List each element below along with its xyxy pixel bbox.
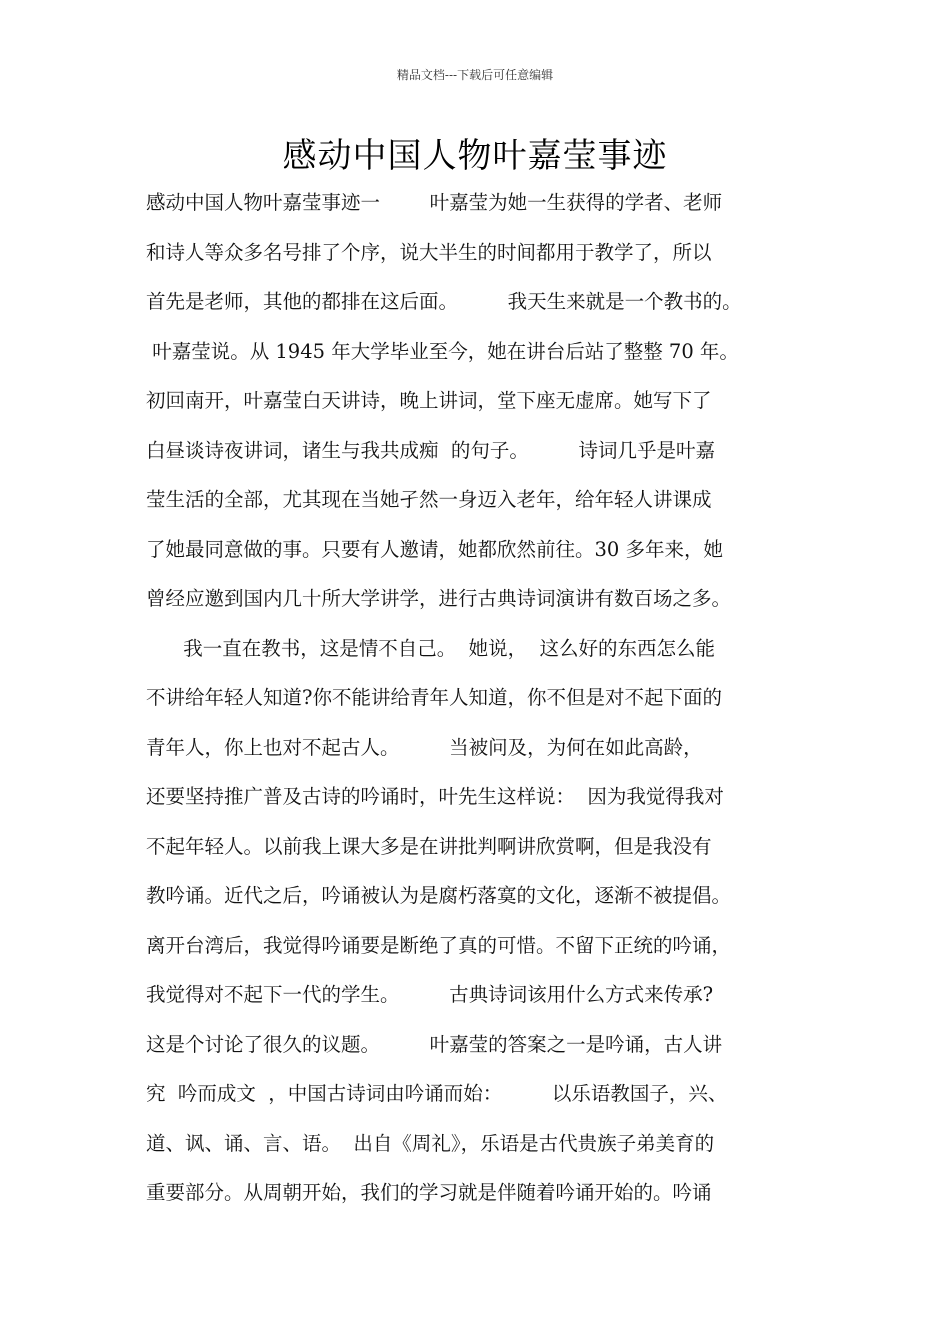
- body-line: 了她最同意做的事。只要有人邀请，她都欣然前往。30 多年来，她: [146, 537, 724, 561]
- body-line: 不讲给年轻人知道?你不能讲给青年人知道，你不但是对不起下面的: [146, 686, 722, 709]
- body-line: 教吟诵。近代之后，吟诵被认为是腐朽落寞的文化，逐渐不被提倡。: [146, 884, 732, 907]
- body-line: 曾经应邀到国内几十所大学讲学，进行古典诗词演讲有数百场之多。: [146, 587, 732, 610]
- body-line: 不起年轻人。以前我上课大多是在讲批判啊讲欣赏啊，但是我没有: [146, 834, 712, 858]
- page-header: 精品文档---下载后可任意编辑: [396, 68, 554, 82]
- body-line: 重要部分。从周朝开始，我们的学习就是伴随着吟诵开始的。吟诵: [146, 1181, 712, 1204]
- body-line: 离开台湾后，我觉得吟诵要是断绝了真的可惜。不留下正统的吟诵，: [146, 933, 732, 957]
- body-line: 究 吟而成文 ，中国古诗词由吟诵而始： 以乐语教国子，兴、: [146, 1082, 728, 1105]
- body-line: 还要坚持推广普及古诗的吟诵时，叶先生这样说： 因为我觉得我对: [146, 785, 724, 808]
- body-line: 白昼谈诗夜讲词，诸生与我共成痴 的句子。 诗词几乎是叶嘉: [146, 438, 715, 462]
- document-body: [146, 178, 826, 1218]
- body-line: 我一直在教书，这是情不自己。 她说， 这么好的东西怎么能: [146, 636, 715, 660]
- body-line: 这是个讨论了很久的议题。 叶嘉莹的答案之一是吟诵，古人讲: [146, 1032, 723, 1056]
- body-line: 青年人，你上也对不起古人。 当被问及，为何在如此高龄，: [146, 735, 703, 759]
- body-line: 道、讽、诵、言、语。 出自《周礼》，乐语是古代贵族子弟美育的: [146, 1131, 715, 1155]
- body-line: 初回南开，叶嘉莹白天讲诗，晚上讲词，堂下座无虚席。她写下了: [146, 389, 712, 412]
- body-line: 我觉得对不起下一代的学生。 古典诗词该用什么方式来传承?: [146, 983, 714, 1006]
- document-title: 感动中国人物叶嘉莹事迹: [282, 136, 668, 176]
- body-line: 首先是老师，其他的都排在这后面。 我天生来就是一个教书的。: [146, 290, 742, 313]
- body-line: 莹生活的全部，尤其现在当她孑然一身迈入老年，给年轻人讲课成: [146, 488, 712, 511]
- body-line: 感动中国人物叶嘉莹事迹一 叶嘉莹为她一生获得的学者、老师: [146, 191, 723, 214]
- body-line: 和诗人等众多名号排了个序，说大半生的时间都用于教学了，所以: [146, 240, 712, 264]
- body-line: 叶嘉莹说。从 1945 年大学毕业至今，她在讲台后站了整整 70 年。: [146, 339, 739, 363]
